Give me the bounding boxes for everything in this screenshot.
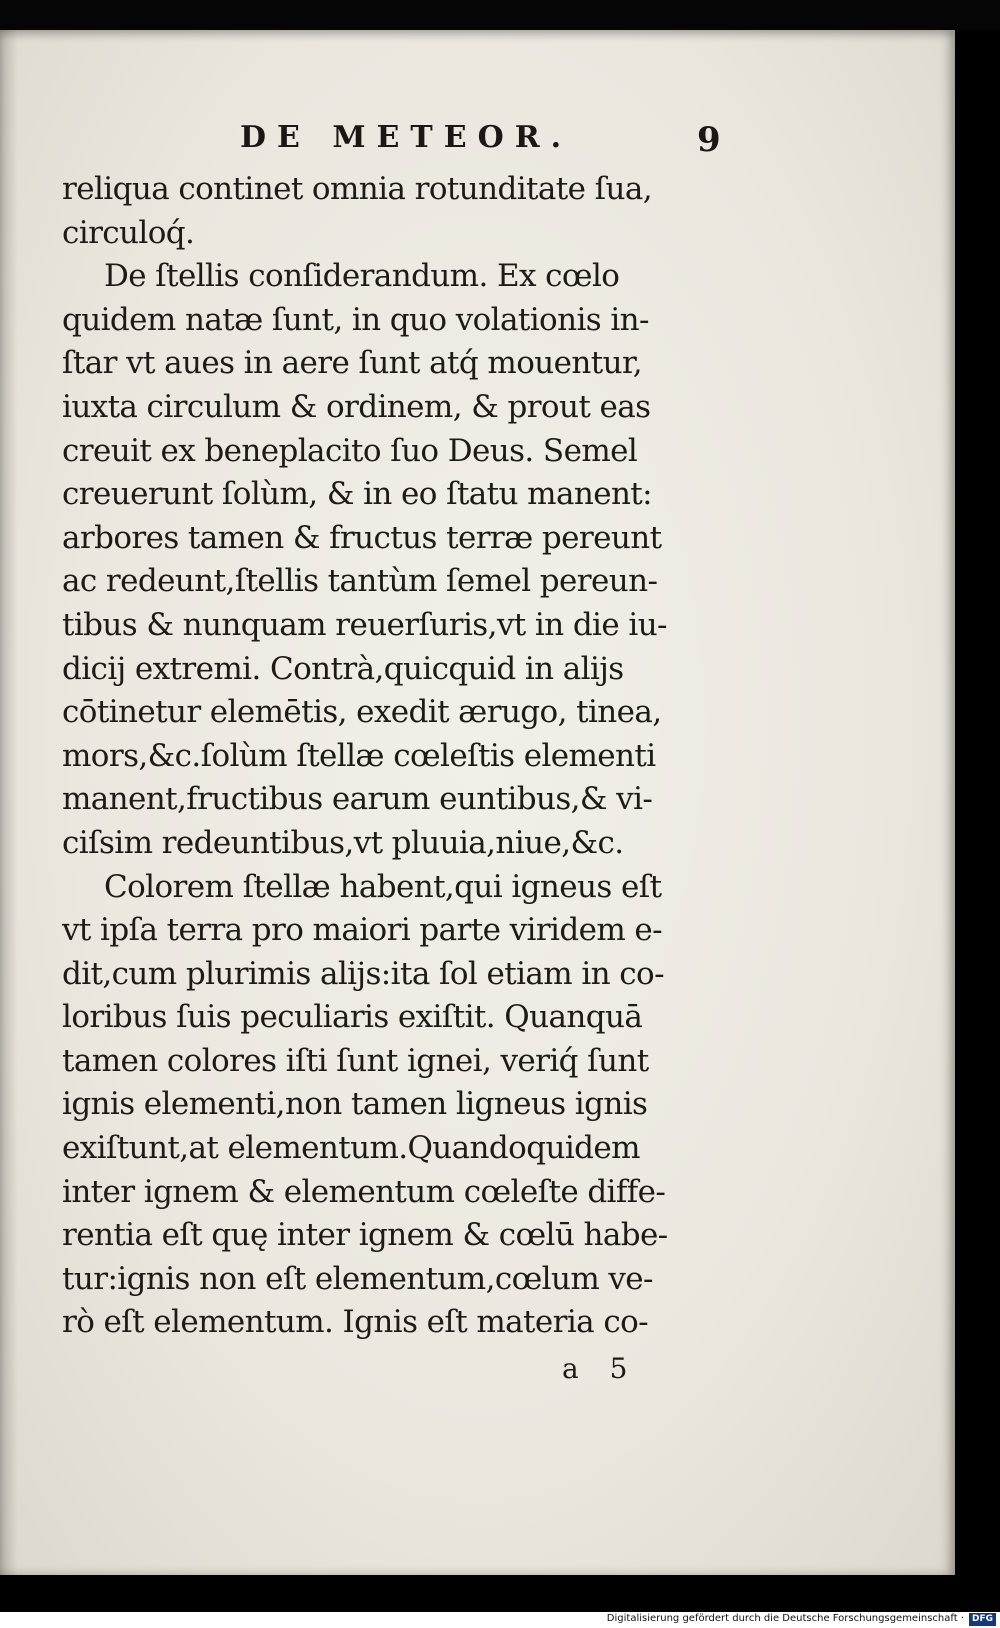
text-line: inter ignem & elementum cœleſte diffe- bbox=[62, 1173, 666, 1210]
text-line: ſtar vt aues in aere ſunt atq́ mouentur, bbox=[62, 345, 643, 382]
dfg-logo: DFG bbox=[969, 1613, 996, 1626]
text-line: Colorem ſtellæ habent,qui igneus eſt bbox=[104, 868, 662, 905]
text-line: ciſsim redeuntibus,vt pluuia,niue,&c. bbox=[62, 824, 624, 861]
text-line: creuit ex beneplacito ſuo Deus. Semel bbox=[62, 432, 638, 469]
text-line: cōtinetur elemētis, exedit ærugo, tinea, bbox=[62, 694, 662, 731]
text-line: tur:ignis non eſt elementum,cœlum ve- bbox=[62, 1260, 653, 1297]
text-line: dicij extremi. Contrà,quicquid in alijs bbox=[62, 650, 624, 687]
text-line: tamen colores iſti ſunt ignei, veriq́ ſunt bbox=[62, 1042, 649, 1079]
text-line: iuxta circulum & ordinem, & prout eas bbox=[62, 388, 651, 425]
text-line: rentia eſt quę inter ignem & cœlū habe- bbox=[62, 1217, 668, 1254]
body-text bbox=[62, 168, 742, 1345]
text-line: mors,&c.ſolùm ſtellæ cœleſtis elementi bbox=[62, 737, 656, 774]
signature-mark: a 5 bbox=[562, 1352, 628, 1385]
text-line: ac redeunt,ſtellis tantùm ſemel pereun- bbox=[62, 563, 658, 600]
text-line: De ſtellis conſiderandum. Ex cœlo bbox=[104, 258, 620, 295]
text-line: arbores tamen & fructus terræ pereunt bbox=[62, 519, 662, 556]
text-line: reliqua continet omnia rotunditate ſua, bbox=[62, 171, 653, 207]
page-number: 9 bbox=[697, 120, 721, 160]
text-line: tibus & nunquam reuerſuris,vt in die iu- bbox=[62, 606, 667, 643]
text-line: circuloq́. bbox=[62, 214, 195, 251]
digitization-credit: Digitalisierung gefördert durch die Deutsche Forschungsgemeinschaft · bbox=[606, 1613, 964, 1624]
text-line: vt ipſa terra pro maiori parte viridem e- bbox=[62, 912, 663, 949]
text-line: rò eſt elementum. Ignis eſt materia co- bbox=[62, 1304, 649, 1341]
running-head: DE METEOR. bbox=[240, 120, 573, 155]
page-gutter-shadow bbox=[0, 30, 18, 1575]
text-line: quidem natæ ſunt, in quo volationis in- bbox=[62, 301, 649, 338]
text-line: creuerunt ſolùm, & in eo ſtatu manent: bbox=[62, 476, 653, 513]
text-line: ignis elementi,non tamen ligneus ignis bbox=[62, 1086, 648, 1123]
text-line: exiſtunt,at elementum.Quandoquidem bbox=[62, 1130, 640, 1167]
text-line: manent,fructibus earum euntibus,& vi- bbox=[62, 781, 653, 818]
text-line: loribus ſuis peculiaris exiſtit. Quanquā bbox=[62, 999, 643, 1036]
top-black-border bbox=[0, 0, 1000, 30]
text-line: dit,cum plurimis alijs:ita ſol etiam in co- bbox=[62, 955, 664, 992]
